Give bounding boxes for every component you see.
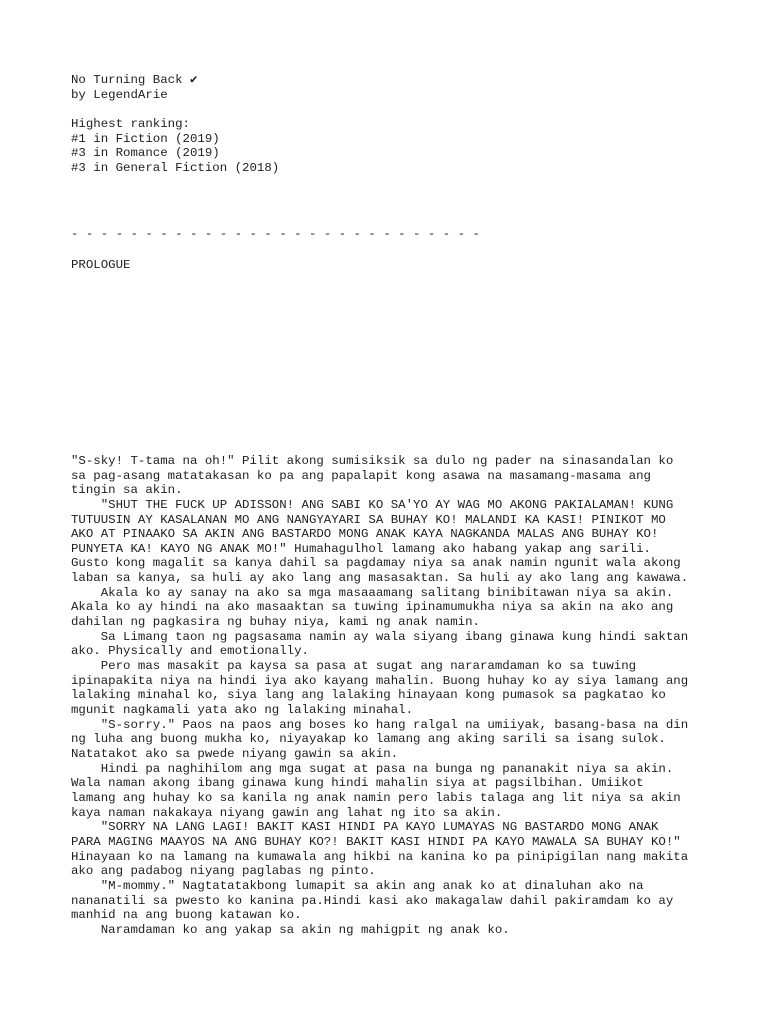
section-divider: - - - - - - - - - - - - - - - - - - - - - - - - - - - - — [71, 226, 480, 241]
body-line: Naramdaman ko ang yakap sa akin ng mahigpit ng anak ko. — [71, 922, 510, 937]
body-line: Sa Limang taon ng pagsasama namin ay wala siyang ibang ginawa kung hindi saktan — [71, 629, 689, 644]
body-line: lalaking minahal ko, siya lang ang lalaking hinayaan kong pumasok sa pagkatao ko — [71, 688, 666, 703]
body-line: PARA MAGING MAAYOS NA ANG BUHAY KO?! BAKIT KASI HINDI PA KAYO MAWALA SA BUHAY KO!" — [71, 834, 681, 849]
spacer — [71, 176, 711, 227]
body-line: Gusto kong magalit sa kanya dahil sa pagdamay niya sa anak namin ngunit wala akong — [71, 556, 681, 571]
body-line: TUTUUSIN AY KASALANAN MO ANG NANGYAYARI SA BUHAY KO! MALANDI KA KASI! PINIKOT MO — [71, 512, 666, 527]
body-line: AKO AT PINAAKO SA AKIN ANG BASTARDO MONG ANAK KAYA NAGKANDA MALAS ANG BUHAY KO! — [71, 527, 659, 542]
body-line: Akala ko ay sanay na ako sa mga masaaamang salitang binibitawan niya sa akin. — [71, 585, 674, 600]
body-line: Hindi pa naghihilom ang mga sugat at pasa na bunga ng pananakit niya sa akin. — [71, 761, 674, 776]
body-line: Pero mas masakit pa kaysa sa pasa at sugat ang nararamdaman ko sa tuwing — [71, 659, 637, 674]
body-line: laban sa kanya, sa huli ay ako lang ang masasaktan. Sa huli ay ako lang ang kawawa. — [71, 571, 689, 586]
body-line: nananatili sa pwesto ko kanina pa.Hindi kasi ako makagalaw dahil pakiramdam ko ay — [71, 893, 674, 908]
ranking-heading: Highest ranking: — [71, 116, 190, 131]
section-title: PROLOGUE — [71, 258, 131, 273]
document-page — [71, 73, 711, 938]
body-line: Natatakot ako sa pwede niyang gawin sa akin. — [71, 747, 399, 762]
body-line: PUNYETA KA! KAYO NG ANAK MO!" Humahagulhol lamang ako habang yakap ang sarili. — [71, 541, 651, 556]
story-body — [71, 454, 711, 938]
body-line: Hinayaan ko na lamang na kumawala ang hikbi na kanina ko pa pinipigilan nang makita — [71, 849, 689, 864]
body-line: Wala naman akong ibang ginawa kung hindi mahalin siya at pagsilbihan. Umiikot — [71, 776, 644, 791]
body-line: lamang ang huhay ko sa kanila ng anak namin pero labis talaga ang lit niya sa akin — [71, 790, 681, 805]
body-line: "SHUT THE FUCK UP ADISSON! ANG SABI KO SA'YO AY WAG MO AKONG PAKIALAMAN! KUNG — [71, 497, 674, 512]
ranking-item: #3 in General Fiction (2018) — [71, 160, 280, 175]
body-line: tingin sa akin. — [71, 483, 183, 498]
spacer — [71, 241, 711, 258]
body-line: ng luha ang buong mukha ko, niyayakap ko lamang ang aking sarili sa isang sulok. — [71, 732, 666, 747]
body-line: "SORRY NA LANG LAGI! BAKIT KASI HINDI PA KAYO LUMAYAS NG BASTARDO MONG ANAK — [71, 820, 659, 835]
ranking-item: #3 in Romance (2019) — [71, 146, 220, 161]
body-line: kaya naman nakakaya niyang gawin ang lahat ng ito sa akin. — [71, 805, 503, 820]
body-line: ako. Physically and emotionally. — [71, 644, 309, 659]
body-line: "M-mommy." Nagtatatakbong lumapit sa akin ang anak ko at dinaluhan ako na — [71, 878, 644, 893]
body-line: sa pag-asang matatakasan ko pa ang papalapit kong asawa na masamang-masama ang — [71, 468, 651, 483]
body-line: "S-sorry." Paos na paos ang boses ko hang ralgal na umiiyak, basang-basa na din — [71, 717, 689, 732]
body-line: ako ang padabog niyang paglabas ng pinto. — [71, 864, 376, 879]
spacer — [71, 273, 711, 454]
body-line: dahilan ng pagkasira ng buhay niya, kami ng anak namin. — [71, 615, 480, 630]
body-line: manhid na ang buong katawan ko. — [71, 908, 302, 923]
ranking-item: #1 in Fiction (2019) — [71, 131, 220, 146]
body-line: "S-sky! T-tama na oh!" Pilit akong sumisiksik sa dulo ng pader na sinasandalan ko — [71, 453, 674, 468]
story-author: by LegendArie — [71, 87, 168, 102]
body-line: mgunit nagkamali yata ako ng lalaking minahal. — [71, 703, 414, 718]
body-line: ipinapakita niya na hindi iya ako kayang mahalin. Buong huhay ko ay siya lamang ang — [71, 673, 689, 688]
story-title: No Turning Back ✔ — [71, 73, 198, 87]
spacer — [71, 102, 711, 117]
body-line: Akala ko ay hindi na ako masaaktan sa tuwing ipinamumukha niya sa akin na ako ang — [71, 600, 674, 615]
